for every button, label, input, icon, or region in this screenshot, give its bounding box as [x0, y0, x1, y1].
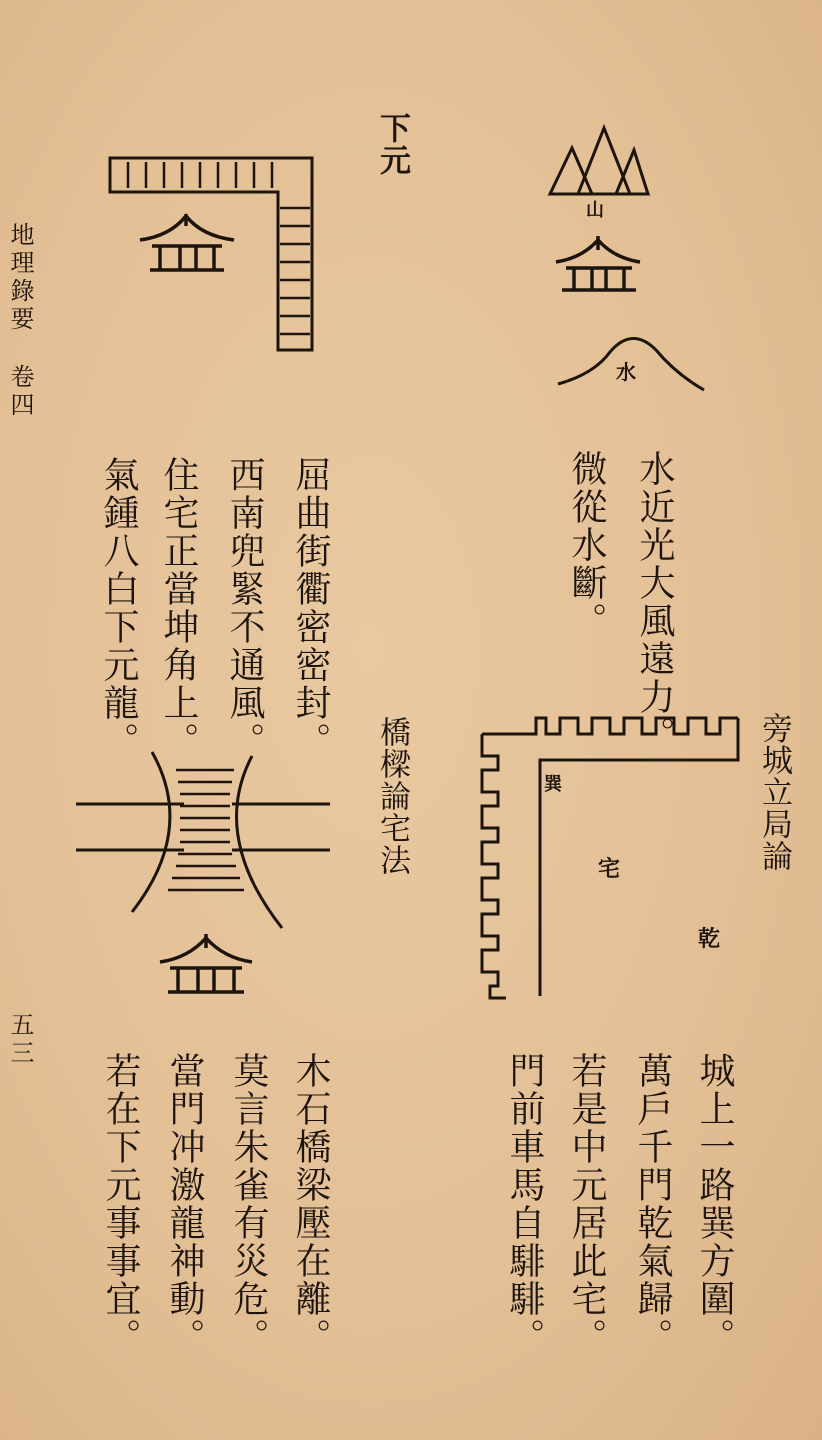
running-head-title: 地理錄要: [6, 222, 34, 334]
verse-line: 住宅正當坤角上。: [158, 456, 199, 760]
direction-label-qian: 乾: [698, 926, 721, 952]
verse-line: 氣鍾八白下元龍。: [98, 456, 139, 760]
direction-label-xun: 巽: [544, 774, 562, 795]
page-number: 五三: [6, 1012, 34, 1068]
verse-line: 門前車馬自騑騑。: [504, 1052, 545, 1356]
verse-line: 城上一路巽方圍。: [694, 1052, 735, 1356]
running-head-volume: 卷四: [6, 364, 34, 420]
verse-line: 萬戶千門乾氣歸。: [632, 1052, 673, 1356]
verse-line: 木石橋梁壓在離。: [290, 1052, 331, 1356]
water-label: 水: [616, 360, 636, 384]
verse-line: 水近光大風遠力。: [634, 450, 675, 754]
verse-line: 屈曲街衢密密封。: [290, 456, 331, 760]
verse-line: 若是中元居此宅。: [566, 1052, 607, 1356]
section-title-bridge: 橋樑論宅法: [374, 716, 410, 876]
mountain-label: 山: [586, 200, 604, 221]
verse-line: 西南兜緊不通風。: [224, 456, 265, 760]
verse-line: 莫言朱雀有災危。: [228, 1052, 269, 1356]
verse-line: 微從水斷。: [566, 450, 607, 640]
caption-xiayuan: 下元: [374, 112, 410, 176]
verse-line: 若在下元事事宜。: [100, 1052, 141, 1356]
house-label: 宅: [598, 856, 621, 882]
section-title-city: 旁城立局論: [756, 712, 792, 872]
verse-line: 當門冲激龍神動。: [164, 1052, 205, 1356]
